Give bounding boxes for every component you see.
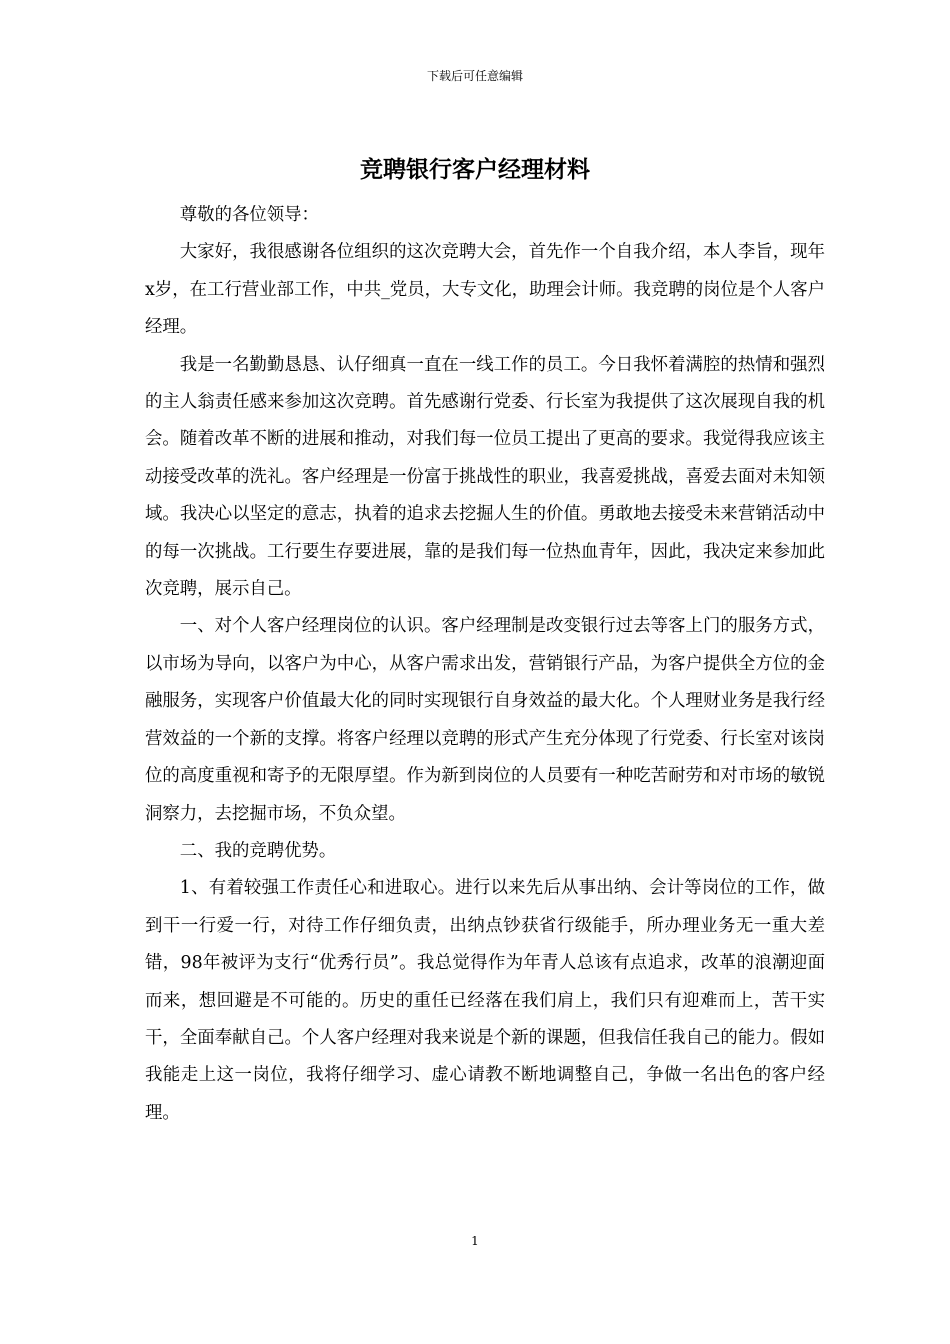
advantages-heading: 二、我的竞聘优势。 <box>179 840 337 861</box>
page-header-note: 下载后可任意编辑 <box>426 69 523 83</box>
page-number: 1 <box>471 1234 479 1248</box>
motivation-paragraph: 我是一名勤勤恳恳、认仔细真一直在一线工作的员工。今日我怀着满腔的热情和强烈的主人翁责任感来参加这次竞聘。首先感谢行党委、行长室为我提供了这次展现自我的机会。随着改革不断的进展和推动，对我们每一位员工提出了更高的要求。我觉得我应该主动接受改革的洗礼。客户经理是一份富于挑战性的职业，我喜爱挑战，喜爱去面对未知领域。我决心以坚定的意志，执着的追求去挖掘人生的价值。勇敢地去接受未来营销活动中的每一次挑战。工行要生存要进展，靠的是我们每一位热血青年，因此，我决定来参加此次竞聘，展示自己。 <box>145 354 825 600</box>
document-body <box>145 197 825 1132</box>
document-title: 竞聘银行客户经理材料 <box>360 156 590 183</box>
introduction-paragraph: 大家好，我很感谢各位组织的这次竞聘大会，首先作一个自我介绍，本人李旨，现年x岁，在工行营业部工作，中共_党员，大专文化，助理会计师。我竞聘的岗位是个人客户经理。 <box>145 242 825 338</box>
role-understanding-paragraph: 一、对个人客户经理岗位的认识。客户经理制是改变银行过去等客上门的服务方式，以市场为导向，以客户为中心，从客户需求出发，营销银行产品，为客户提供全方位的金融服务，实现客户价值最大化的同时实现银行自身效益的最大化。个人理财业务是我行经营效益的一个新的支撑。将客户经理以竞聘的形式产生充分体现了行党委、行长室对该岗位的高度重视和寄予的无限厚望。作为新到岗位的人员要有一种吃苦耐劳和对市场的敏锐洞察力，去挖掘市场，不负众望。 <box>145 616 825 824</box>
advantage-one-paragraph: 1、有着较强工作责任心和进取心。进行以来先后从事出纳、会计等岗位的工作，做到干一行爱一行，对待工作仔细负责，出纳点钞获省行级能手，所办理业务无一重大差错，98年被评为支行“优秀行员”。我总觉得作为年青人总该有点追求，改革的浪潮迎面而来，想回避是不可能的。历史的重任已经落在我们肩上，我们只有迎难而上，苦干实干，全面奉献自己。个人客户经理对我来说是个新的课题，但我信任我自己的能力。假如我能走上这一岗位，我将仔细学习、虚心请教不断地调整自己，争做一名出色的客户经理。 <box>145 878 825 1123</box>
salutation-paragraph: 尊敬的各位领导： <box>179 205 319 225</box>
